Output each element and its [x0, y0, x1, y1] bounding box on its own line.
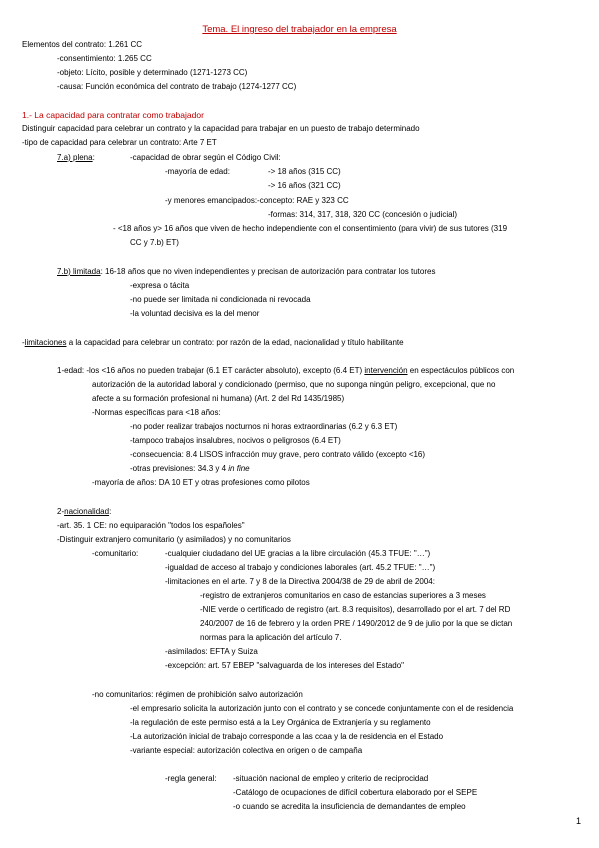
regla-general: -regla general:	[165, 774, 217, 783]
plena-colon: :	[92, 153, 95, 162]
voluntad-menor: -la voluntad decisiva es la del menor	[130, 309, 260, 318]
normas-especificas: -Normas específicas para <18 años:	[92, 408, 221, 417]
limitaciones-line	[22, 338, 404, 348]
nie-line-1: -NIE verde o certificado de registro (art. 8.3 requisitos), desarrollado por el art. 7 del RD	[200, 605, 511, 614]
nacionalidad-colon: :	[109, 507, 112, 516]
page-number: 1	[575, 816, 581, 826]
situacion-nacional: -situación nacional de empleo y criterio de reciprocidad	[233, 774, 429, 783]
edad-line-2: autorización de la autoridad laboral y condicionado (permiso, que no suponga ningún peligro, excepcional, que no	[92, 380, 496, 389]
nacionalidad-num: 2-	[57, 507, 65, 516]
menores-emancipados: -y menores emancipados:-concepto: RAE y 323 CC	[165, 196, 349, 205]
limitaciones-dash: -	[22, 338, 25, 347]
mayoria-anos: -mayoría de años: DA 10 ET y otras profesiones como pilotos	[92, 478, 310, 487]
limitada-text: : 16-18 años que no viven independientes y precisan de autorización para contratar los tutores	[100, 267, 436, 276]
capacity-type-line: -tipo de capacidad para celebrar un contrato: Arte 7 ET	[22, 138, 217, 147]
emancipation-forms: -formas: 314, 317, 318, 320 CC (concesión o judicial)	[268, 210, 457, 219]
edad-line-3: afecte a su formación profesional ni humana) (Art. 2 del Rd 1435/1985)	[92, 394, 345, 403]
limitada-label: 7.b) limitada	[57, 267, 101, 276]
catalogo-ocupaciones: -Catálogo de ocupaciones de difícil cobertura elaborado por el SEPE	[233, 788, 478, 797]
norma-insalubres: -tampoco trabajos insalubres, nocivos o peligrosos (6.4 ET)	[130, 436, 341, 445]
art-35-ce: -art. 35. 1 CE: no equiparación "todos los españoles"	[57, 521, 245, 530]
norma-nocturnos: -no poder realizar trabajos nocturnos ni horas extraordinarias (6.2 y 6.3 ET)	[130, 422, 398, 431]
elements-intro: Elementos del contrato: 1.261 CC	[22, 40, 143, 49]
page-title: Tema. El ingreso del trabajador en la empresa	[202, 24, 397, 35]
in-fine: in fine	[228, 464, 250, 473]
element-cause: -causa: Función económica del contrato de trabajo (1274-1277 CC)	[57, 82, 297, 91]
edad-line-1-a: 1-edad: -los <16 años no pueden trabajar (6.1 ET carácter absoluto), excepto (6.4 ET)	[57, 366, 365, 375]
otras-text: -otras previsiones: 34.3 y 4	[130, 464, 229, 473]
limitaciones-label: limitaciones	[24, 338, 67, 347]
norma-consecuencia: -consecuencia: 8.4 LISOS infracción muy grave, pero contrato válido (excepto <16)	[130, 450, 426, 459]
asimilados: -asimilados: EFTA y Suiza	[165, 647, 258, 656]
autorizacion-inicial: -La autorización inicial de trabajo corresponde a las ccaa y la de residencia en el Estado	[130, 732, 444, 741]
no-comunitarios: -no comunitarios: régimen de prohibición salvo autorización	[92, 690, 303, 699]
comunitario-limitaciones: -limitaciones en el arte. 7 y 8 de la Directiva 2004/38 de 29 de abril de 2004:	[165, 577, 435, 586]
under-18-line-1: - <18 años y> 16 años que viven de hecho independiente con el consentimiento (para vivir) de sus tutores (319	[113, 224, 508, 233]
element-consent: -consentimiento: 1.265 CC	[57, 54, 152, 63]
intervencion-word: intervención	[364, 366, 408, 375]
age-over-18: -> 18 años (315 CC)	[268, 167, 341, 176]
regulacion-permiso: -la regulación de este permiso está a la Ley Orgánica de Extranjería y su reglamento	[130, 718, 431, 727]
insuficiencia-demandantes: -o cuando se acredita la insuficiencia de demandantes de empleo	[233, 802, 466, 811]
limitaciones-text: a la capacidad para celebrar un contrato: por razón de la edad, nacionalidad y título habilitante	[66, 338, 404, 347]
comunitario-igualdad: -igualdad de acceso al trabajo y condiciones laborales (art. 45.2 TFUE: "…")	[165, 563, 436, 572]
no-limitada: -no puede ser limitada ni condicionada ni revocada	[130, 295, 311, 304]
distinguish-line: Distinguir capacidad para celebrar un contrato y la capacidad para trabajar en un puesto de trabajo determinado	[22, 124, 420, 133]
nacionalidad-label: nacionalidad	[64, 507, 110, 516]
distinguir-extranjero: -Distinguir extranjero comunitario (y asimilados) y no comunitarios	[57, 535, 291, 544]
comunitario-cualquier: -cualquier ciudadano del UE gracias a la libre circulación (45.3 TFUE: "…")	[165, 549, 431, 558]
nacionalidad-heading	[57, 507, 111, 517]
plena-obrar: -capacidad de obrar según el Código Civil:	[130, 153, 281, 162]
age-over-16: -> 16 años (321 CC)	[268, 181, 341, 190]
comunitario-label: -comunitario:	[92, 549, 139, 558]
plena-label: 7.a) plena	[57, 153, 93, 162]
limitada-line	[57, 267, 435, 277]
nie-line-2: 240/2007 de 16 de febrero y la orden PRE / 1490/2012 de 9 de julio por la que se dictan	[200, 619, 513, 628]
element-object: -objeto: Lícito, posible y determinado (1271-1273 CC)	[57, 68, 248, 77]
norma-otras	[130, 464, 250, 474]
edad-line-1-b: en espectáculos públicos con	[407, 366, 515, 375]
registro-extranjeros: -registro de extranjeros comunitarios en caso de estancias superiores a 3 meses	[200, 591, 486, 600]
excepcion-ebep: -excepción: art. 57 EBEP "salvaguarda de los intereses del Estado"	[165, 661, 405, 670]
edad-line-1	[57, 366, 514, 376]
empresario-solicita: -el empresario solicita la autorización junto con el contrato y se concede conjuntamente con el de residencia	[130, 704, 514, 713]
plena-label-line	[57, 153, 95, 163]
section-1-heading: 1.- La capacidad para contratar como trabajador	[22, 110, 204, 120]
mayoria-edad: -mayoría de edad:	[165, 167, 230, 176]
variante-especial: -variante especial: autorización colectiva en origen o de campaña	[130, 746, 363, 755]
under-18-line-2: CC y 7.b) ET)	[130, 238, 179, 247]
nie-line-3: normas para la aplicación del artículo 7.	[200, 633, 342, 642]
expresa-tacita: -expresa o tácita	[130, 281, 190, 290]
